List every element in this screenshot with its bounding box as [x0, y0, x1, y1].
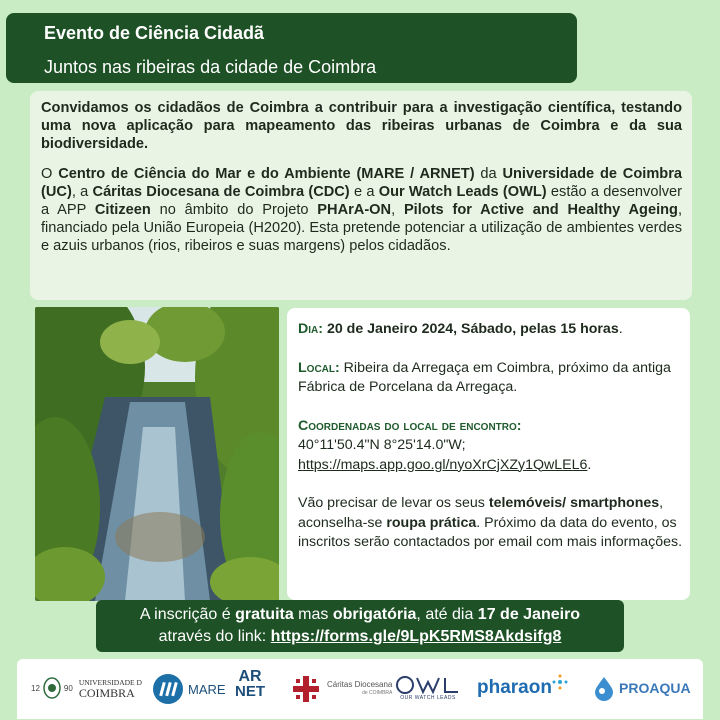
caritas-cross-icon	[291, 674, 321, 704]
mare-arnet-name: Centro de Ciência do Mar e do Ambiente (MARE / ARNET)	[58, 165, 475, 182]
date-value: 20 de Janeiro 2024, Sábado, pelas 15 horas	[326, 321, 619, 337]
caritas-logo	[291, 674, 392, 704]
uc-year-left: 12	[31, 683, 40, 693]
intro-text-8: , financiado pela União Europeia (H2020). Esta pretende potenciar a utilização de ambientes verdes e azuis urbanos (rios, ribeiros e suas margens) pelos cidadãos.	[41, 202, 683, 255]
mare-text: MARE	[188, 681, 226, 697]
location-value: Ribeira da Arregaça em Coimbra, próximo da antiga Fábrica de Porcelana da Arregaça.	[298, 359, 671, 395]
phones-text: telemóveis/ smartphones	[488, 495, 660, 511]
maps-link[interactable]: https://maps.app.goo.gl/nyoXrCjXZy1QwLEL6	[298, 456, 588, 473]
notes-text-1: Vão precisar de levar os seus	[298, 495, 489, 511]
intro-text-7: ,	[391, 202, 404, 219]
stream-illustration	[35, 307, 279, 601]
proaqua-drop-icon	[591, 675, 617, 701]
pharaon-text: pharaon	[477, 677, 552, 698]
signup-mandatory: obrigatória	[332, 606, 417, 623]
uc-seal-icon	[43, 677, 61, 699]
signup-deadline: 17 de Janeiro	[477, 606, 581, 623]
event-details-panel	[287, 308, 690, 600]
owl-subtitle: OUR WATCH LEADS	[400, 695, 456, 701]
pilots-name: Pilots for Active and Healthy Ageing	[403, 202, 678, 219]
intro-text-1: O	[41, 165, 59, 182]
intro-description	[41, 165, 682, 256]
proaqua-text: PROAQUA	[619, 680, 691, 696]
intro-text-6: no âmbito do Projeto	[150, 202, 318, 219]
signup-text-1: A inscrição é	[139, 606, 236, 623]
coordinates-block	[298, 417, 682, 476]
intro-text-2: da	[474, 165, 503, 182]
clothing-text: roupa prática	[386, 514, 477, 531]
coordinates-value: 40°11'50.4"N 8°25'14.0"W;	[298, 437, 466, 453]
coordinates-label: Coordenadas do local de encontro:	[298, 417, 522, 434]
owl-logo	[395, 675, 461, 701]
arnet-bottom-text: NET	[235, 683, 265, 700]
owl-name: Our Watch Leads (OWL)	[378, 183, 547, 200]
signup-form-link[interactable]: https://forms.gle/9LpK5RMS8Akdsifg8	[270, 628, 562, 645]
location-block	[298, 359, 682, 398]
location-label: Local:	[298, 359, 340, 376]
maps-link-period: .	[587, 456, 592, 473]
intro-text-3: , a	[71, 183, 93, 200]
notes-text-3: . Próximo da data do evento, os inscritos serão contactados por email com mais informações.	[298, 514, 683, 550]
proaqua-logo	[591, 675, 691, 701]
partner-logos-strip	[17, 659, 703, 719]
arnet-logo	[235, 669, 265, 699]
pharaon-logo	[477, 677, 568, 699]
caritas-line-2: de COIMBRA	[362, 690, 393, 696]
uc-name-line-2: COIMBRA	[78, 686, 135, 700]
owl-wordmark-icon	[395, 675, 461, 695]
intro-text-5: estão a desenvolver a APP	[41, 183, 682, 219]
pharaon-star-icon	[552, 674, 568, 690]
intro-panel	[30, 91, 692, 300]
signup-line-1	[96, 604, 624, 626]
notes-block	[298, 494, 682, 553]
event-subtitle: Juntos nas ribeiras da cidade de Coimbra	[44, 57, 377, 77]
signup-banner	[96, 600, 624, 652]
signup-text-2: mas	[293, 606, 333, 623]
signup-text-4: através do link:	[158, 628, 271, 645]
uc-year-right: 90	[63, 683, 73, 693]
uc-logo	[31, 677, 142, 699]
signup-free: gratuita	[235, 606, 294, 623]
intro-lead: Convidamos os cidadãos de Coimbra a contribuir para a investigação científica, testando uma nova aplicação para mapeamento das ribeiras urbanas de Coimbra e da sua biodiversidade.	[41, 100, 682, 153]
date-label: Dia:	[298, 321, 323, 337]
caritas-line-1: Cáritas Diocesana	[327, 680, 393, 689]
citizeen-name: Citizeen	[94, 202, 151, 219]
mare-logo	[152, 673, 226, 705]
notes-text-2: , aconselha-se	[298, 495, 664, 531]
header-banner	[6, 13, 577, 83]
signup-line-2	[96, 626, 624, 648]
uc-name-line-1: UNIVERSIDADE D	[78, 678, 142, 687]
intro-text-4: e a	[349, 183, 379, 200]
date-period: .	[618, 321, 623, 337]
mare-emblem-icon	[152, 673, 184, 705]
event-title: Evento de Ciência Cidadã	[44, 23, 265, 43]
arnet-top-text: AR	[238, 668, 262, 685]
cdc-name: Cáritas Diocesana de Coimbra (CDC)	[92, 183, 350, 200]
pharaon-name: PHArA-ON	[317, 202, 392, 219]
uc-name: Universidade de Coimbra (UC)	[41, 165, 683, 200]
date-block	[298, 320, 682, 340]
stream-photo	[35, 307, 279, 601]
signup-text-3: , até dia	[416, 606, 478, 623]
